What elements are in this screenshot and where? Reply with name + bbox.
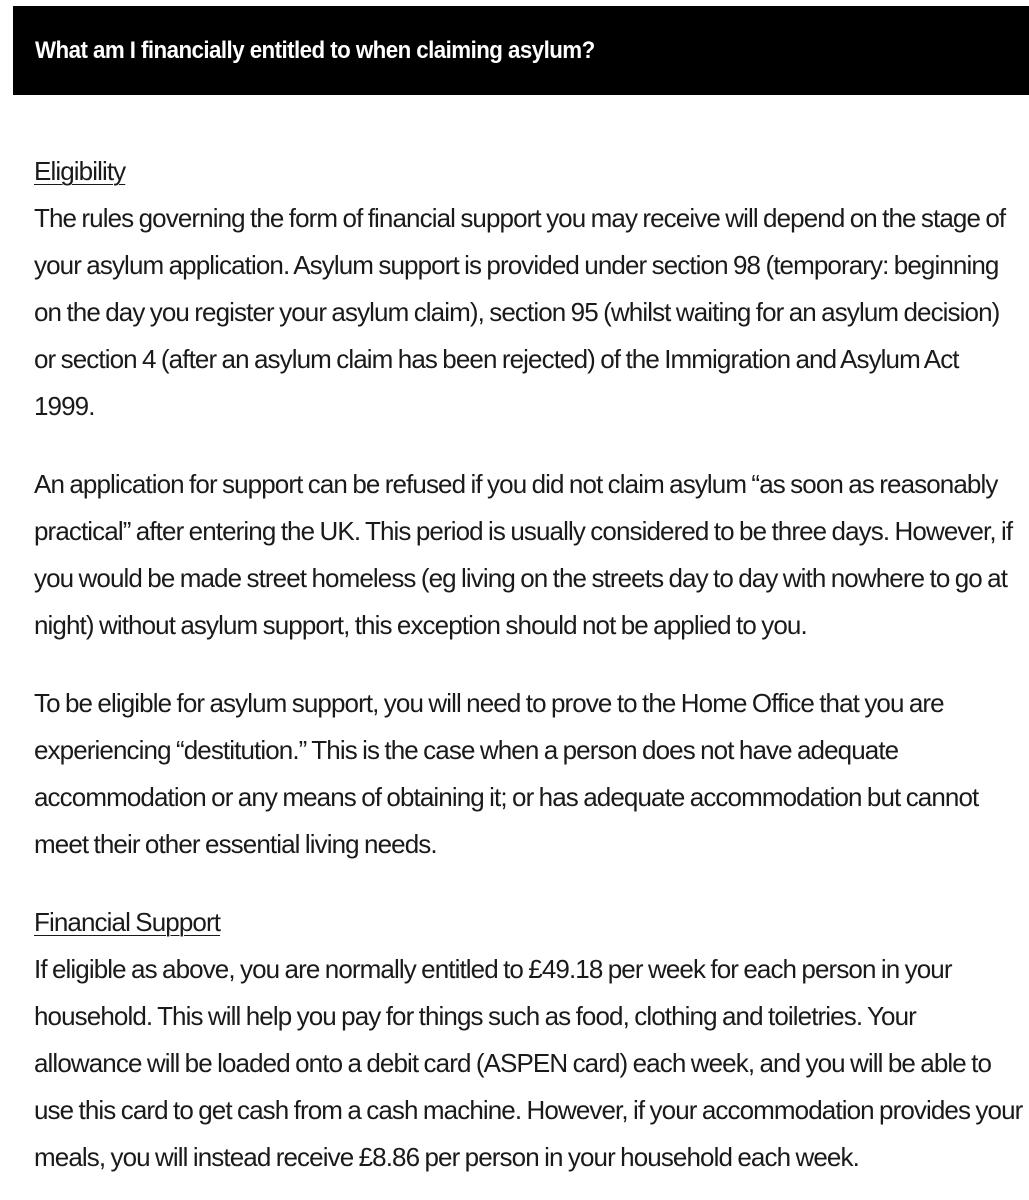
eligibility-paragraph: The rules governing the form of financial support you may receive will depend on the stage of your asylum application. Asylum support is provided under section 98 (temporary: beginning on the day you register your asylum claim), section 95 (whilst waiting for an asylum decision) or section 4 (after an asylum claim has been rejected) of the Immigration and Asylum Act 1999.	[34, 203, 1006, 421]
eligibility-paragraph: An application for support can be refused if you did not claim asylum “as soon as reasonably practical” after entering the UK. This period is usually considered to be three days. However, if you would be made street homeless (eg living on the streets day to day with nowhere to go at night) without asylum support, this exception should not be applied to you.	[34, 469, 1013, 640]
financial-support-paragraph: If eligible as above, you are normally entitled to £49.18 per week for each person in your household. This will help you pay for things such as food, clothing and toiletries. Your allowance will be loaded onto a debit card (ASPEN card) each week, and you will be able to use this card to get cash from a cash machine. However, if your accommodation provides your meals, you will instead receive £8.86 per person in your household each week.	[34, 954, 1023, 1172]
eligibility-paragraph: To be eligible for asylum support, you will need to prove to the Home Office that you are experiencing “destitution.” This is the case when a person does not have adequate accommodation or any means of obtaining it; or has adequate accommodation but cannot meet their other essential living needs.	[34, 688, 979, 859]
section-heading-eligibility: Eligibility	[34, 156, 126, 186]
article-body	[34, 148, 1024, 1181]
section-heading-financial-support: Financial Support	[34, 907, 221, 937]
header-bar	[13, 6, 1029, 95]
page-title: What am I financially entitled to when claiming asylum?	[35, 36, 595, 64]
